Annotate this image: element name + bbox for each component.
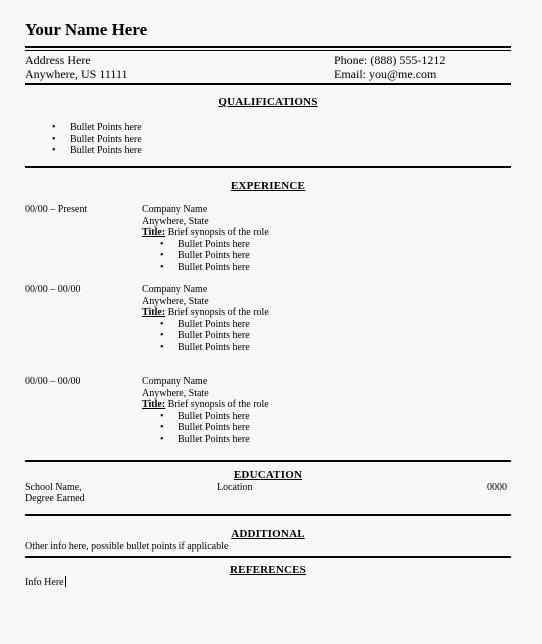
additional-divider — [25, 556, 511, 558]
company-name: Company Name — [142, 376, 208, 387]
list-item: • Bullet Points here — [178, 250, 305, 262]
resume-name: Your Name Here — [25, 20, 148, 39]
experience-heading: EXPERIENCE — [230, 180, 306, 192]
degree-earned: Degree Earned — [25, 493, 85, 504]
job-title-line — [142, 399, 269, 411]
job-dates: 00/00 – Present — [25, 204, 88, 215]
job-dates: 00/00 – 00/00 — [25, 376, 81, 387]
job-details — [142, 376, 269, 445]
phone-line: Phone: (888) 555-1212 — [334, 53, 446, 67]
job-details — [142, 204, 269, 273]
list-item: • Bullet Points here — [178, 434, 305, 446]
list-item: • Bullet Points here — [178, 262, 305, 274]
company-location: Anywhere, State — [142, 295, 209, 307]
job-dates: 00/00 – 00/00 — [25, 284, 81, 295]
header-double-rule-top — [25, 46, 511, 48]
title-label: Title: — [142, 307, 166, 318]
references-heading: REFERENCES — [230, 564, 306, 576]
job-details — [142, 284, 269, 353]
list-item: • Bullet Points here — [70, 145, 142, 157]
title-label: Title: — [142, 399, 166, 410]
list-item: • Bullet Points here — [178, 319, 305, 331]
list-item: • Bullet Points here — [70, 122, 142, 134]
title-text: Brief synopsis of the role — [165, 399, 269, 410]
list-item: • Bullet Points here — [178, 342, 305, 354]
address-line-2: Anywhere, US 11111 — [25, 67, 128, 81]
title-label: Title: — [142, 227, 166, 238]
text-cursor — [65, 576, 66, 587]
school-location: Location — [217, 482, 253, 493]
experience-divider — [25, 460, 511, 462]
address-line-1: Address Here — [25, 53, 91, 67]
list-item: • Bullet Points here — [178, 330, 305, 342]
title-text: Brief synopsis of the role — [165, 227, 269, 238]
qualifications-list — [70, 122, 142, 157]
job-title-line — [142, 227, 269, 239]
company-name: Company Name — [142, 284, 208, 295]
header-double-rule-bottom — [25, 50, 511, 51]
education-divider — [25, 514, 511, 516]
list-item: • Bullet Points here — [70, 134, 142, 146]
graduation-year: 0000 — [487, 482, 507, 493]
job-bullets — [178, 411, 305, 446]
company-name: Company Name — [142, 204, 208, 215]
job-title-line — [142, 307, 269, 319]
email-line: Email: you@me.com — [334, 67, 437, 81]
job-bullets — [178, 239, 305, 274]
header-divider — [25, 83, 511, 85]
school-name: School Name, — [25, 482, 82, 493]
company-location: Anywhere, State — [142, 387, 209, 399]
list-item: • Bullet Points here — [178, 239, 305, 251]
additional-text: Other info here, possible bullet points if applicable — [25, 541, 229, 552]
references-text-line[interactable] — [25, 576, 66, 589]
references-text: Info Here — [25, 577, 64, 588]
qualifications-divider — [25, 166, 511, 168]
company-location: Anywhere, State — [142, 215, 209, 227]
job-bullets — [178, 319, 305, 354]
list-item: • Bullet Points here — [178, 422, 305, 434]
list-item: • Bullet Points here — [178, 411, 305, 423]
additional-heading: ADDITIONAL — [231, 528, 305, 540]
education-heading: EDUCATION — [233, 469, 303, 481]
title-text: Brief synopsis of the role — [165, 307, 269, 318]
qualifications-heading: QUALIFICATIONS — [218, 96, 318, 108]
